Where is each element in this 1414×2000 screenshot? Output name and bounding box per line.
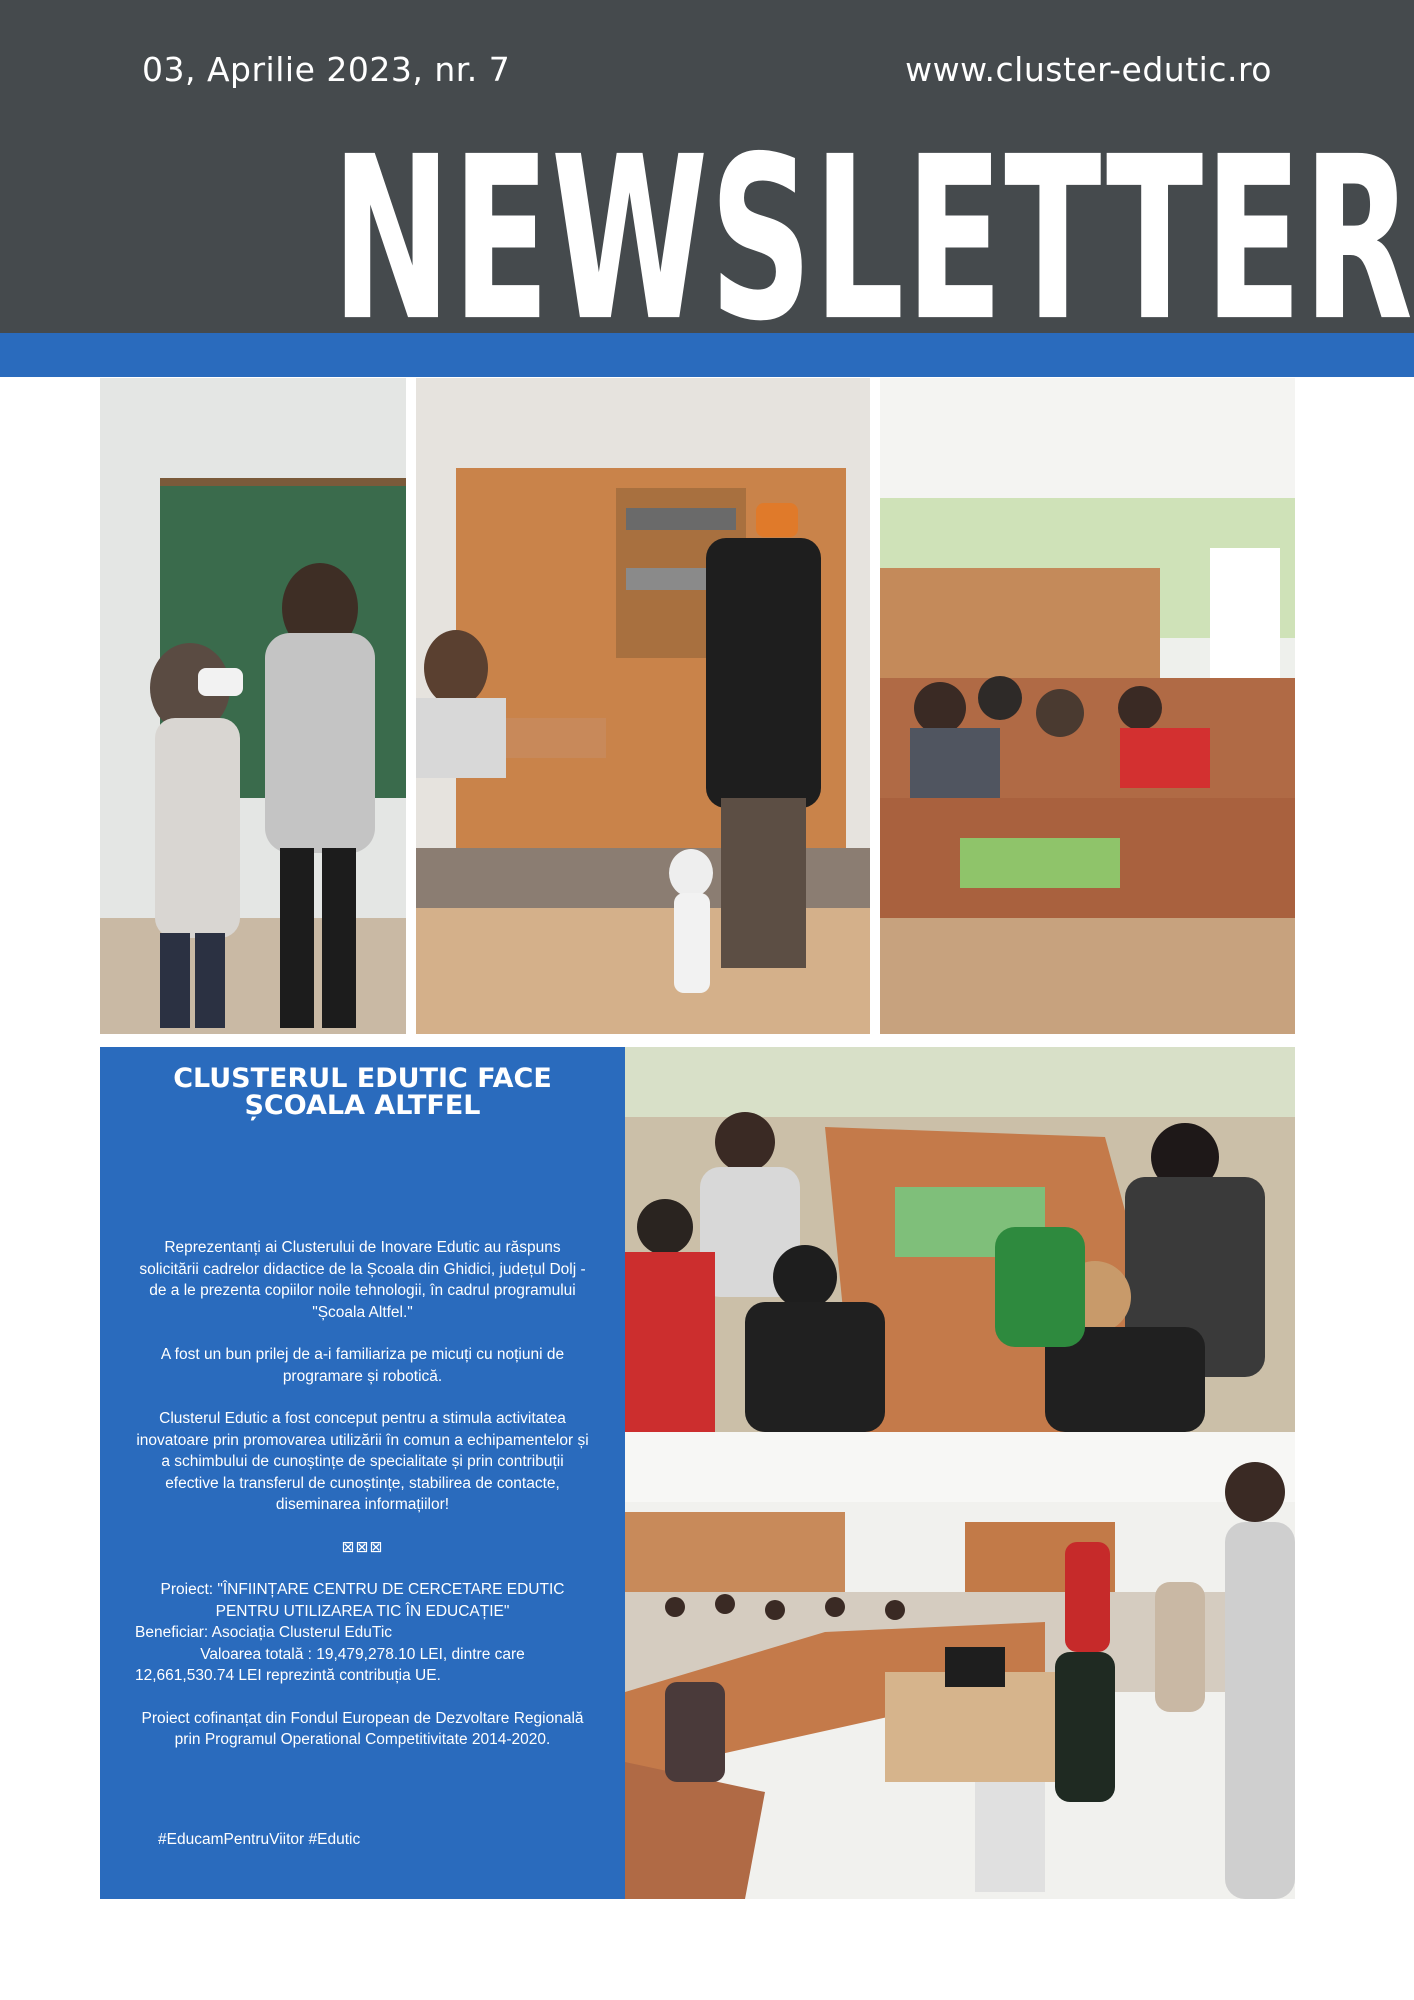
- website-link[interactable]: www.cluster-edutic.ro: [905, 50, 1272, 89]
- article-panel: [100, 1047, 625, 1899]
- article-paragraph: Clusterul Edutic a fost conceput pentru a stimula activitatea inovatoare prin promovarea utilizării în comun a echipamentelor și a schimbului de cunoștințe de specialitate și prin contribuții efective la transferul de cunoștințe, stabilirea de contacte, diseminarea informațiilor!: [136, 1410, 589, 1513]
- masthead: [0, 128, 1414, 333]
- section-divider: ⊠⊠⊠: [341, 1538, 384, 1556]
- issue-date: 03, Aprilie 2023, nr. 7: [142, 50, 511, 89]
- article-title-line1: CLUSTERUL EDUTIC FACE: [173, 1063, 552, 1094]
- article-paragraph: Reprezentanți ai Clusterului de Inovare Edutic au răspuns solicitării cadrelor didactice de la Școala din Ghidici, județul Dolj - de a le prezenta copiilor noile tehnologii, în cadrul programului "Școala Altfel.": [139, 1239, 586, 1321]
- photo-robot-classroom: [416, 378, 870, 1034]
- article-title: [100, 1065, 625, 1119]
- photo-classroom-wide: [625, 1432, 1295, 1899]
- project-value: Valoarea totală : 19,479,278.10 LEI, dintre care: [200, 1645, 525, 1663]
- project-title: Proiect: "ÎNFIINȚARE CENTRU DE CERCETARE EDUTIC PENTRU UTILIZAREA TIC ÎN EDUCAȚIE": [160, 1581, 565, 1620]
- newsletter-title: NEWSLETTER: [331, 128, 1414, 333]
- accent-bar: [0, 333, 1414, 377]
- photo-students-table: [625, 1047, 1295, 1432]
- photo-classroom-seated: [880, 378, 1295, 1034]
- project-beneficiary: Beneficiar: Asociația Clusterul EduTic: [135, 1624, 393, 1641]
- hashtags[interactable]: #EducamPentruViitor #Edutic: [158, 1831, 361, 1848]
- photo-vr-headset: [100, 378, 406, 1034]
- funding-statement: Proiect cofinanțat din Fondul European de Dezvoltare Regională prin Programul Operational Competitivitate 2014-2020.: [141, 1709, 584, 1748]
- header-band: [0, 0, 1414, 333]
- article-paragraph: A fost un bun prilej de a-i familiariza pe micuți cu noțiuni de programare și robotică.: [160, 1346, 565, 1385]
- project-eu-contribution: 12,661,530.74 LEI reprezintă contribuția UE.: [135, 1667, 441, 1684]
- article-title-line2: ȘCOALA ALTFEL: [244, 1090, 481, 1121]
- article-body: [135, 1237, 590, 1772]
